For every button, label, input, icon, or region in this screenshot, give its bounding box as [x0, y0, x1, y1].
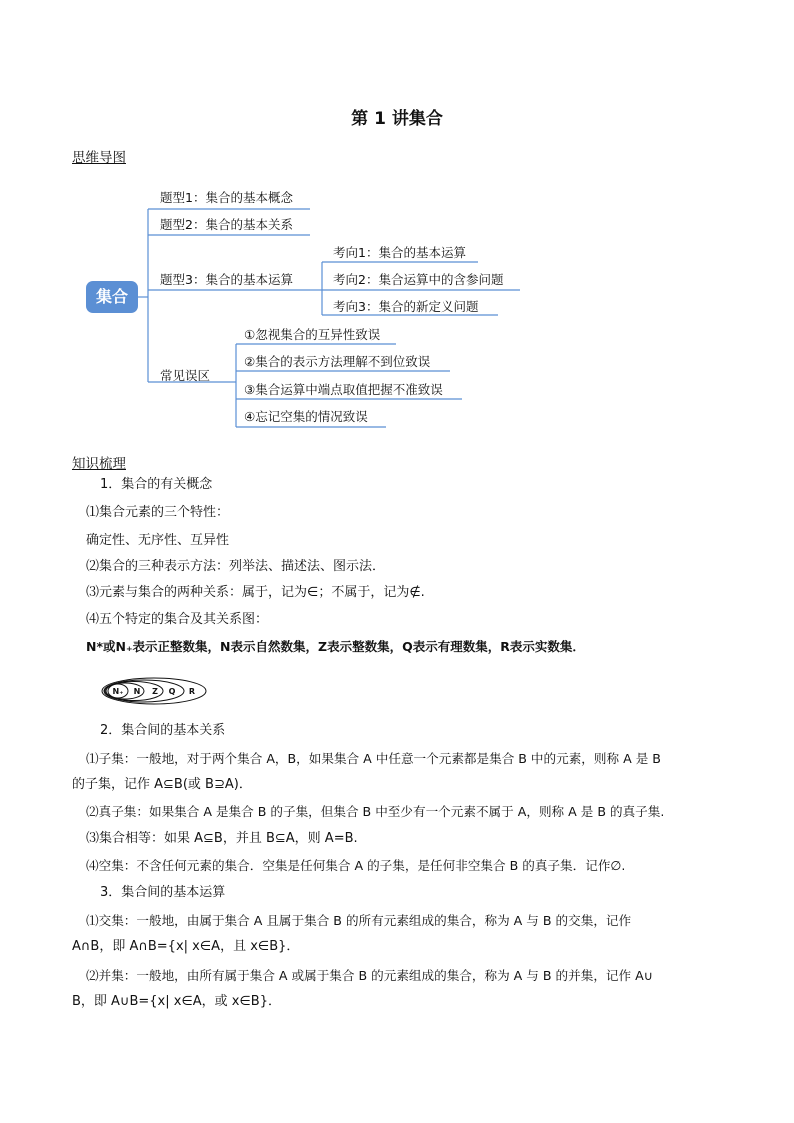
text-subset-line2: 的子集，记作 A⊆B(或 B⊇A)． — [72, 777, 252, 792]
mindmap-branch-type3: 题型3：集合的基本运算 — [160, 272, 293, 287]
mindmap-sub-direction1: 考向1：集合的基本运算 — [333, 245, 466, 260]
text-representation-methods: ⑵集合的三种表示方法：列举法、描述法、图示法． — [86, 559, 386, 574]
text-subset-line1: ⑴子集：一般地，对于两个集合 A，B，如果集合 A 中任意一个元素都是集合 B 中的元素，则称 A 是 B — [86, 751, 661, 766]
mindmap-branch-type2: 题型2：集合的基本关系 — [160, 217, 293, 232]
venn-label-r: R — [188, 687, 196, 696]
text-special-sets: ⑷五个特定的集合及其关系图： — [86, 612, 269, 627]
number-sets-diagram — [100, 676, 210, 708]
mindmap-mistake-1: ①忽视集合的互异性致误 — [244, 327, 381, 342]
text-properties-list: 确定性、无序性、互异性 — [86, 533, 230, 548]
text-element-relations: ⑶元素与集合的两种关系：属于，记为∈；不属于，记为∉. — [86, 585, 425, 600]
venn-label-q: Q — [168, 687, 176, 696]
text-set-equality: ⑶集合相等：如果 A⊆B，并且 B⊆A，则 A=B. — [86, 831, 358, 846]
text-empty-set: ⑷空集：不含任何元素的集合．空集是任何集合 A 的子集，是任何非空集合 B 的真子集．记作∅. — [86, 858, 626, 873]
venn-label-z: Z — [152, 687, 158, 696]
mindmap-mistake-3: ③集合运算中端点取值把握不准致误 — [244, 382, 443, 397]
section-knowledge-heading: 知识梳理 — [72, 456, 126, 472]
mindmap-mistake-2: ②集合的表示方法理解不到位致误 — [244, 354, 431, 369]
heading-concepts: 1．集合的有关概念 — [100, 477, 213, 492]
text-number-sets: N*或N₊表示正整数集，N表示自然数集，Z表示整数集，Q表示有理数集，R表示实数集． — [86, 639, 585, 654]
heading-relations: 2．集合间的基本关系 — [100, 723, 226, 738]
mindmap-sub-direction3: 考向3：集合的新定义问题 — [333, 299, 479, 314]
mindmap-branch-mistakes: 常见误区 — [160, 368, 211, 383]
text-intersection-line1: ⑴交集：一般地，由属于集合 A 且属于集合 B 的所有元素组成的集合，称为 A 与 B 的交集，记作 — [86, 913, 632, 928]
section-mindmap-heading: 思维导图 — [72, 150, 126, 166]
text-intersection-line2: A∩B，即 A∩B={x| x∈A，且 x∈B}． — [72, 939, 300, 954]
text-three-properties: ⑴集合元素的三个特性： — [86, 505, 230, 520]
mindmap-mistake-4: ④忘记空集的情况致误 — [244, 409, 368, 424]
text-union-line2: B，即 A∪B={x| x∈A，或 x∈B}． — [72, 994, 281, 1009]
page-title: 第 1 讲集合 — [351, 109, 443, 129]
heading-operations: 3．集合间的基本运算 — [100, 885, 226, 900]
mindmap-root-node: 集合 — [86, 281, 138, 313]
mindmap-branch-type1: 题型1：集合的基本概念 — [160, 190, 293, 205]
mindmap-sub-direction2: 考向2：集合运算中的含参问题 — [333, 272, 504, 287]
text-union-line1: ⑵并集：一般地，由所有属于集合 A 或属于集合 B 的元素组成的集合，称为 A 与 B 的并集，记作 A∪ — [86, 968, 653, 983]
text-proper-subset: ⑵真子集：如果集合 A 是集合 B 的子集，但集合 B 中至少有一个元素不属于 A，则称 A 是 B 的真子集. — [86, 804, 665, 819]
venn-label-n: N — [133, 687, 141, 696]
venn-label-npositive: N₊ — [112, 687, 124, 696]
